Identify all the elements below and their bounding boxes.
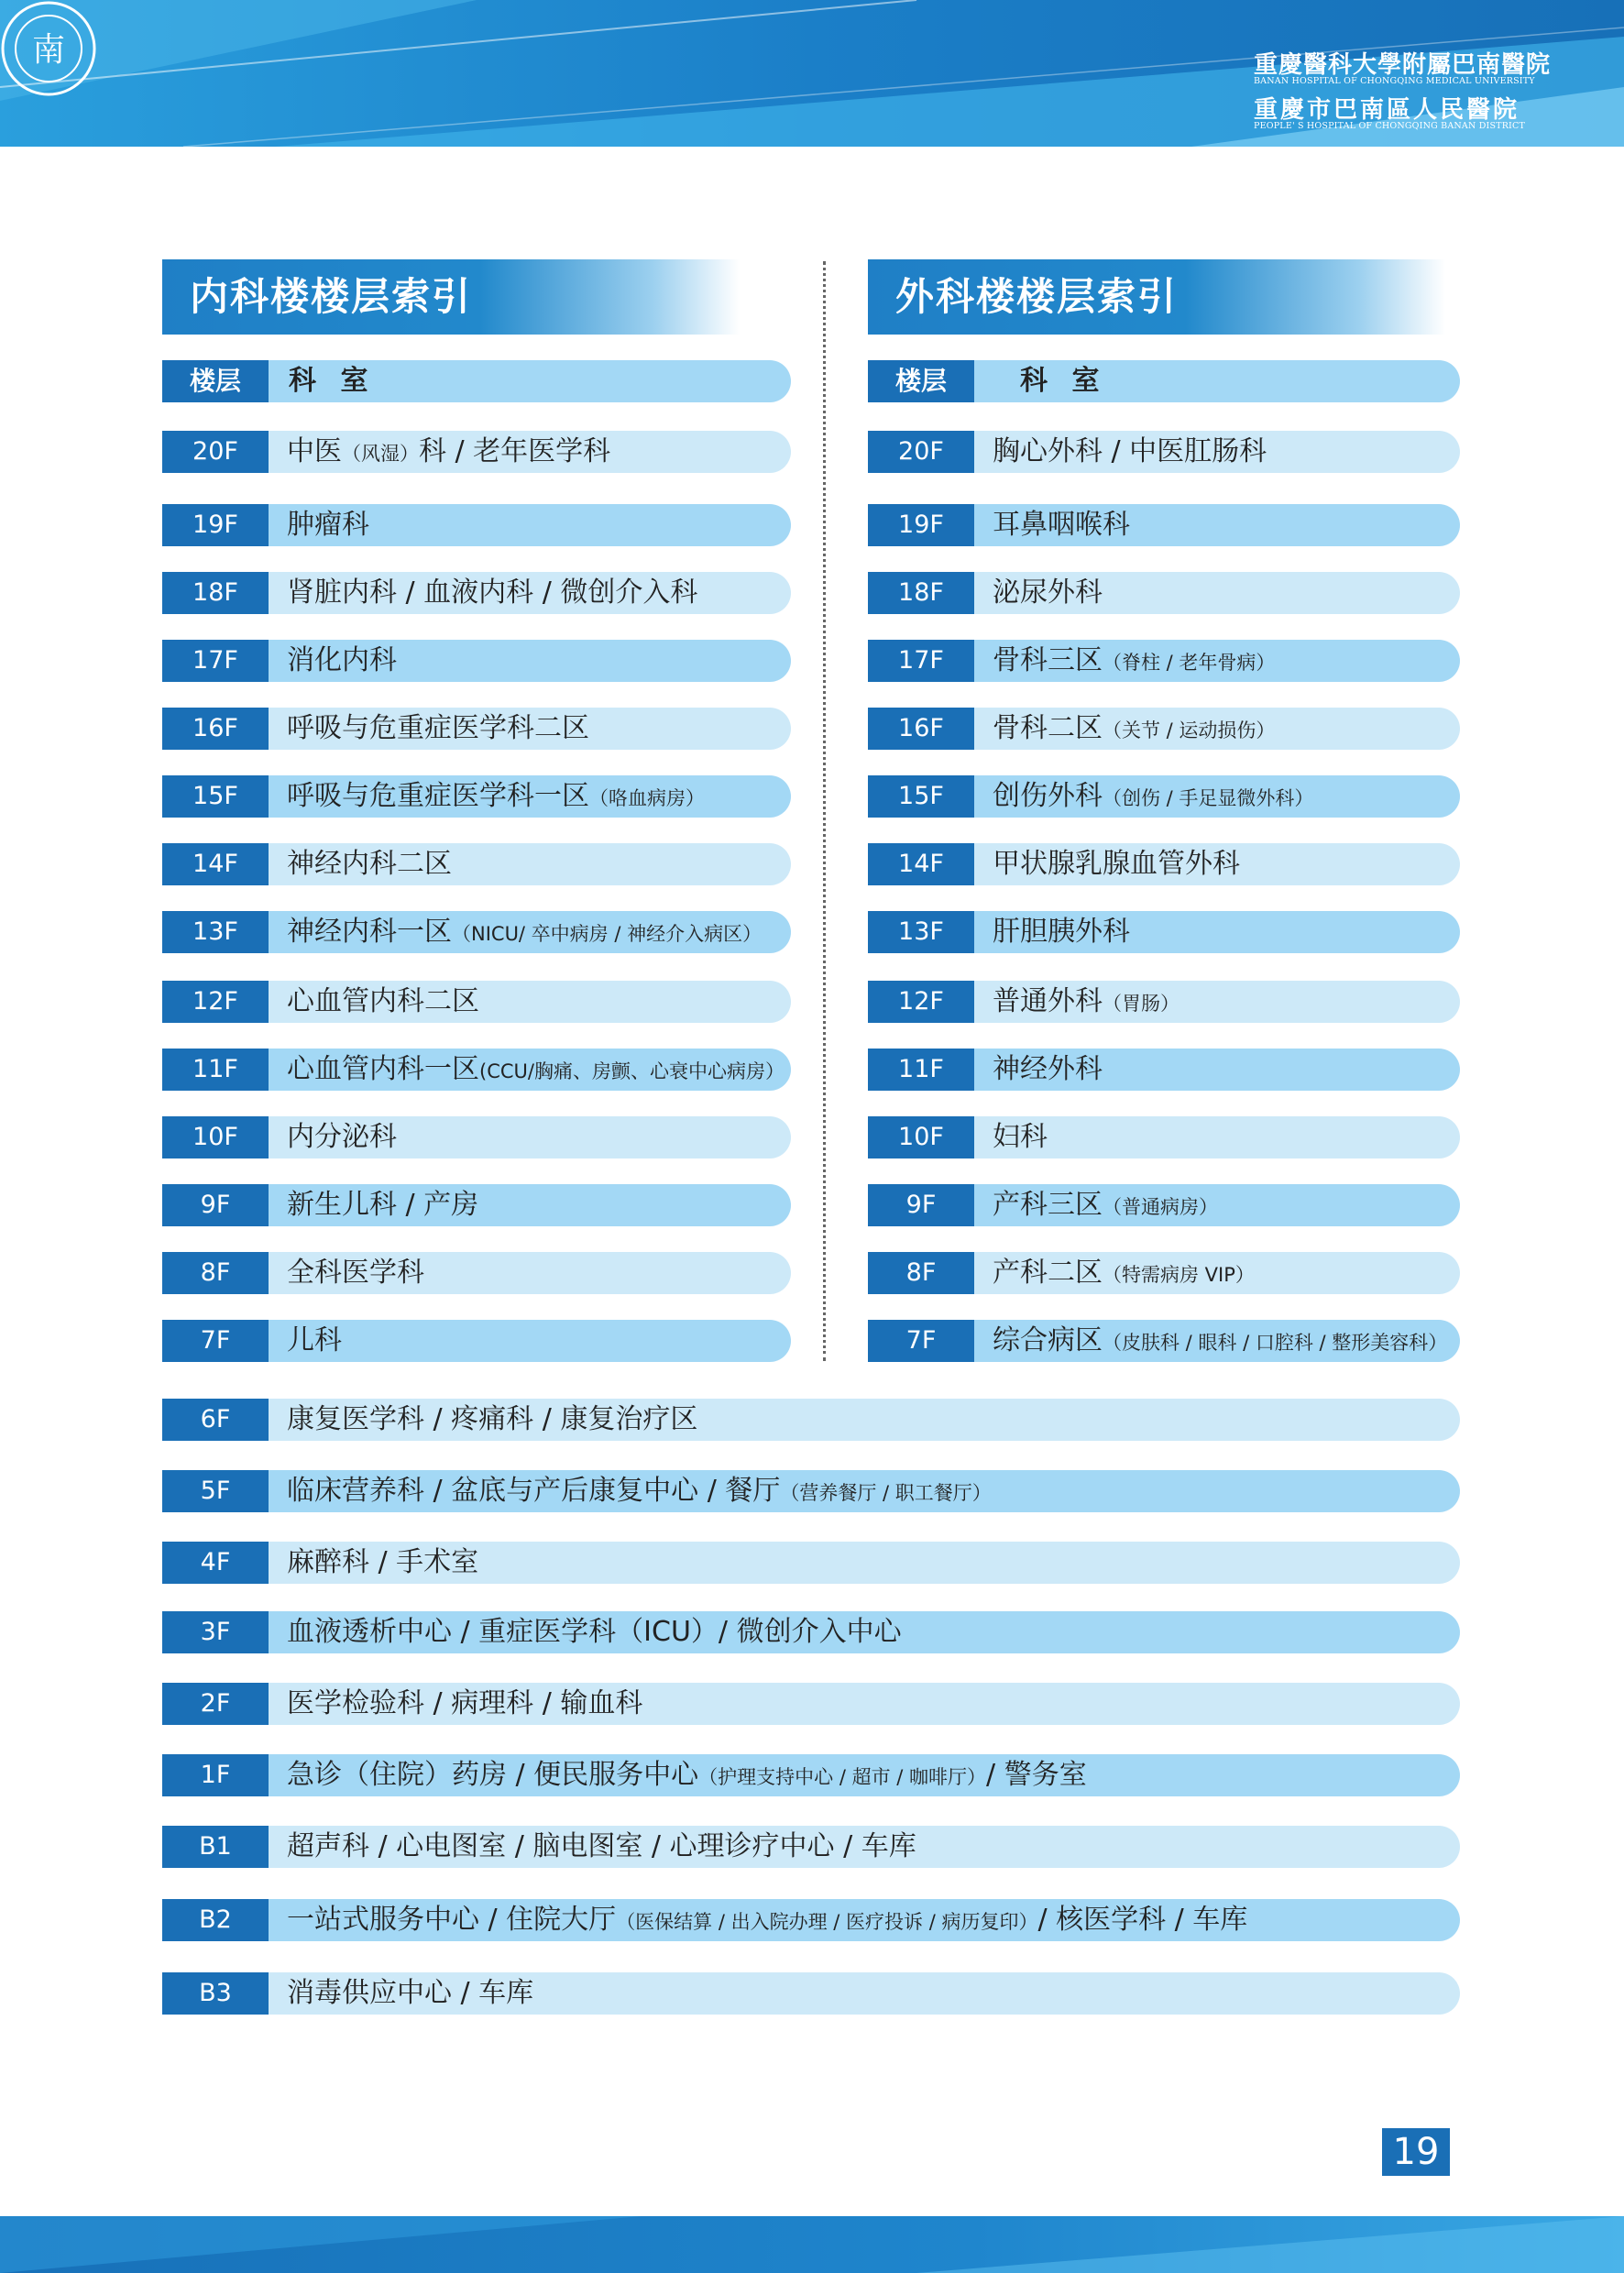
hospital-name-cn-2: 重慶市巴南區人民醫院 bbox=[1254, 96, 1520, 124]
department-text bbox=[269, 1184, 791, 1226]
department-main: 创伤外科 bbox=[993, 780, 1103, 812]
department-main: 中医 bbox=[287, 435, 342, 467]
department-main: 产科三区 bbox=[993, 1189, 1103, 1221]
department-text bbox=[269, 843, 791, 885]
department-main: 临床营养科 / 盆底与产后康复中心 / 餐厅 bbox=[287, 1475, 781, 1507]
department-main: 神经外科 bbox=[993, 1053, 1103, 1085]
department-text bbox=[269, 1252, 791, 1294]
floor-label: 3F bbox=[162, 1611, 269, 1653]
department-text bbox=[269, 1049, 791, 1091]
floor-header: 楼层 bbox=[868, 360, 974, 402]
department-main: 神经内科一区 bbox=[287, 916, 452, 948]
department-text bbox=[269, 1116, 791, 1158]
department-text bbox=[974, 1252, 1460, 1294]
floor-label: 17F bbox=[162, 640, 269, 682]
floor-label: 8F bbox=[868, 1252, 974, 1294]
department-main: 肿瘤科 bbox=[287, 509, 369, 541]
floor-label: 8F bbox=[162, 1252, 269, 1294]
department-main: 综合病区 bbox=[993, 1324, 1103, 1356]
department-main: 医学检验科 / 病理科 / 输血科 bbox=[287, 1687, 643, 1719]
floor-label: 4F bbox=[162, 1542, 269, 1584]
department-note: （脊柱 / 老年骨病） bbox=[1103, 652, 1276, 674]
department-main: 甲状腺乳腺血管外科 bbox=[993, 848, 1240, 880]
department-main: 一站式服务中心 / 住院大厅 bbox=[287, 1904, 617, 1936]
department-main: 耳鼻咽喉科 bbox=[993, 509, 1130, 541]
floor-label: 5F bbox=[162, 1470, 269, 1512]
column-divider bbox=[823, 261, 826, 1361]
dept-header: 科 室 bbox=[974, 360, 1460, 402]
department-note: （护理支持中心 / 超市 / 咖啡厅） bbox=[698, 1766, 987, 1788]
department-main: 心血管内科一区 bbox=[287, 1053, 479, 1085]
floor-label: 16F bbox=[868, 708, 974, 750]
department-note: （特需病房 VIP） bbox=[1103, 1264, 1255, 1286]
hospital-name-cn-1: 重慶醫科大學附屬巴南醫院 bbox=[1254, 51, 1552, 79]
department-text bbox=[974, 1116, 1460, 1158]
department-text bbox=[974, 572, 1460, 614]
department-main: 心血管内科二区 bbox=[287, 985, 479, 1017]
department-main: 肾脏内科 / 血液内科 / 微创介入科 bbox=[287, 576, 698, 609]
department-text bbox=[269, 1826, 1460, 1868]
floor-label: 17F bbox=[868, 640, 974, 682]
department-main: 呼吸与危重症医学科一区 bbox=[287, 780, 589, 812]
hospital-name-en-2: PEOPLE' S HOSPITAL OF CHONGQING BANAN DISTRICT bbox=[1254, 121, 1526, 131]
department-main: 内分泌科 bbox=[287, 1121, 397, 1153]
floor-label: 10F bbox=[162, 1116, 269, 1158]
department-text bbox=[269, 1399, 1460, 1441]
floor-label: 7F bbox=[868, 1320, 974, 1362]
department-main: 麻醉科 / 手术室 bbox=[287, 1546, 479, 1578]
department-text bbox=[269, 504, 791, 546]
svg-text:南: 南 bbox=[31, 31, 66, 69]
page-footer bbox=[0, 2216, 1624, 2273]
department-main: 急诊（住院）药房 / 便民服务中心 bbox=[287, 1759, 699, 1791]
surgical-section-title: 外科楼楼层索引 bbox=[868, 259, 1445, 335]
floor-label: 14F bbox=[868, 843, 974, 885]
department-note: （皮肤科 / 眼科 / 口腔科 / 整形美容科） bbox=[1103, 1332, 1448, 1354]
floor-label: 11F bbox=[162, 1049, 269, 1091]
department-text bbox=[974, 981, 1460, 1023]
department-text bbox=[269, 1683, 1460, 1725]
floor-label: 7F bbox=[162, 1320, 269, 1362]
department-text bbox=[269, 1542, 1460, 1584]
floor-label: 10F bbox=[868, 1116, 974, 1158]
department-note: （风湿） bbox=[342, 443, 419, 465]
department-text bbox=[269, 640, 791, 682]
department-main: 全科医学科 bbox=[287, 1257, 424, 1289]
department-main: 神经内科二区 bbox=[287, 848, 452, 880]
department-main: 呼吸与危重症医学科二区 bbox=[287, 712, 589, 744]
department-text bbox=[269, 708, 791, 750]
department-main: 康复医学科 / 疼痛科 / 康复治疗区 bbox=[287, 1403, 698, 1435]
department-text bbox=[269, 1611, 1460, 1653]
department-tail: / 核医学科 / 车库 bbox=[1037, 1904, 1248, 1936]
department-main: 血液透析中心 / 重症医学科（ICU）/ 微创介入中心 bbox=[287, 1616, 902, 1648]
department-note: （胃肠） bbox=[1103, 993, 1180, 1015]
department-main: 普通外科 bbox=[993, 985, 1103, 1017]
department-text bbox=[974, 1184, 1460, 1226]
department-note: （咯血病房） bbox=[589, 787, 705, 809]
floor-label: B3 bbox=[162, 1972, 269, 2015]
department-note: （医保结算 / 出入院办理 / 医疗投诉 / 病历复印） bbox=[616, 1911, 1038, 1933]
department-main: 肝胆胰外科 bbox=[993, 916, 1130, 948]
department-main: 骨科二区 bbox=[993, 712, 1103, 744]
department-text bbox=[974, 708, 1460, 750]
department-main: 消毒供应中心 / 车库 bbox=[287, 1977, 534, 2009]
department-note: （关节 / 运动损伤） bbox=[1103, 719, 1276, 741]
floor-label: 16F bbox=[162, 708, 269, 750]
department-tail: 科 / 老年医学科 bbox=[419, 435, 611, 467]
floor-label: 11F bbox=[868, 1049, 974, 1091]
floor-label: 18F bbox=[162, 572, 269, 614]
floor-label: B1 bbox=[162, 1826, 269, 1868]
department-text bbox=[269, 1754, 1460, 1796]
department-note: (CCU/胸痛、房颤、心衰中心病房） bbox=[479, 1060, 785, 1082]
floor-label: 12F bbox=[868, 981, 974, 1023]
department-note: （创伤 / 手足显微外科） bbox=[1103, 787, 1314, 809]
footer-banner bbox=[0, 2216, 1624, 2273]
floor-label: B2 bbox=[162, 1899, 269, 1941]
department-text bbox=[269, 572, 791, 614]
department-text bbox=[974, 911, 1460, 953]
floor-label: 19F bbox=[868, 504, 974, 546]
floor-label: 12F bbox=[162, 981, 269, 1023]
department-main: 胸心外科 / 中医肛肠科 bbox=[993, 435, 1267, 467]
department-main: 产科二区 bbox=[993, 1257, 1103, 1289]
department-text bbox=[269, 981, 791, 1023]
department-text bbox=[974, 640, 1460, 682]
floor-label: 15F bbox=[162, 775, 269, 818]
hospital-logo-icon bbox=[0, 0, 97, 97]
department-text bbox=[269, 1899, 1460, 1941]
department-text bbox=[269, 1320, 791, 1362]
floor-label: 9F bbox=[868, 1184, 974, 1226]
dept-header: 科 室 bbox=[269, 360, 791, 402]
floor-label: 20F bbox=[162, 431, 269, 473]
department-text bbox=[974, 1049, 1460, 1091]
floor-header: 楼层 bbox=[162, 360, 269, 402]
floor-label: 1F bbox=[162, 1754, 269, 1796]
floor-label: 13F bbox=[868, 911, 974, 953]
department-note: （营养餐厅 / 职工餐厅） bbox=[780, 1482, 992, 1504]
department-text bbox=[269, 1972, 1460, 2015]
department-text bbox=[269, 431, 791, 473]
department-text bbox=[974, 504, 1460, 546]
floor-label: 2F bbox=[162, 1683, 269, 1725]
department-main: 儿科 bbox=[287, 1324, 342, 1356]
department-main: 泌尿外科 bbox=[993, 576, 1103, 609]
department-main: 超声科 / 心电图室 / 脑电图室 / 心理诊疗中心 / 车库 bbox=[287, 1830, 916, 1862]
department-text bbox=[269, 911, 791, 953]
department-note: （NICU/ 卒中病房 / 神经介入病区） bbox=[452, 923, 763, 945]
department-tail: / 警务室 bbox=[986, 1759, 1087, 1791]
department-main: 新生儿科 / 产房 bbox=[287, 1189, 479, 1221]
department-text bbox=[974, 775, 1460, 818]
floor-label: 9F bbox=[162, 1184, 269, 1226]
department-text bbox=[269, 775, 791, 818]
floor-label: 19F bbox=[162, 504, 269, 546]
internal-section-title: 内科楼楼层索引 bbox=[162, 259, 740, 335]
floor-label: 15F bbox=[868, 775, 974, 818]
department-text bbox=[269, 1470, 1460, 1512]
department-main: 骨科三区 bbox=[993, 644, 1103, 676]
page-header bbox=[0, 0, 1624, 147]
hospital-name-en-1: BANAN HOSPITAL OF CHONGQING MEDICAL UNIVERSITY bbox=[1254, 76, 1535, 86]
page-number: 19 bbox=[1382, 2128, 1450, 2176]
department-main: 妇科 bbox=[993, 1121, 1048, 1153]
department-text bbox=[974, 431, 1460, 473]
floor-label: 18F bbox=[868, 572, 974, 614]
floor-label: 6F bbox=[162, 1399, 269, 1441]
floor-label: 13F bbox=[162, 911, 269, 953]
department-text bbox=[974, 1320, 1460, 1362]
department-note: （普通病房） bbox=[1103, 1196, 1218, 1218]
department-text bbox=[974, 843, 1460, 885]
floor-label: 14F bbox=[162, 843, 269, 885]
department-main: 消化内科 bbox=[287, 644, 397, 676]
floor-label: 20F bbox=[868, 431, 974, 473]
